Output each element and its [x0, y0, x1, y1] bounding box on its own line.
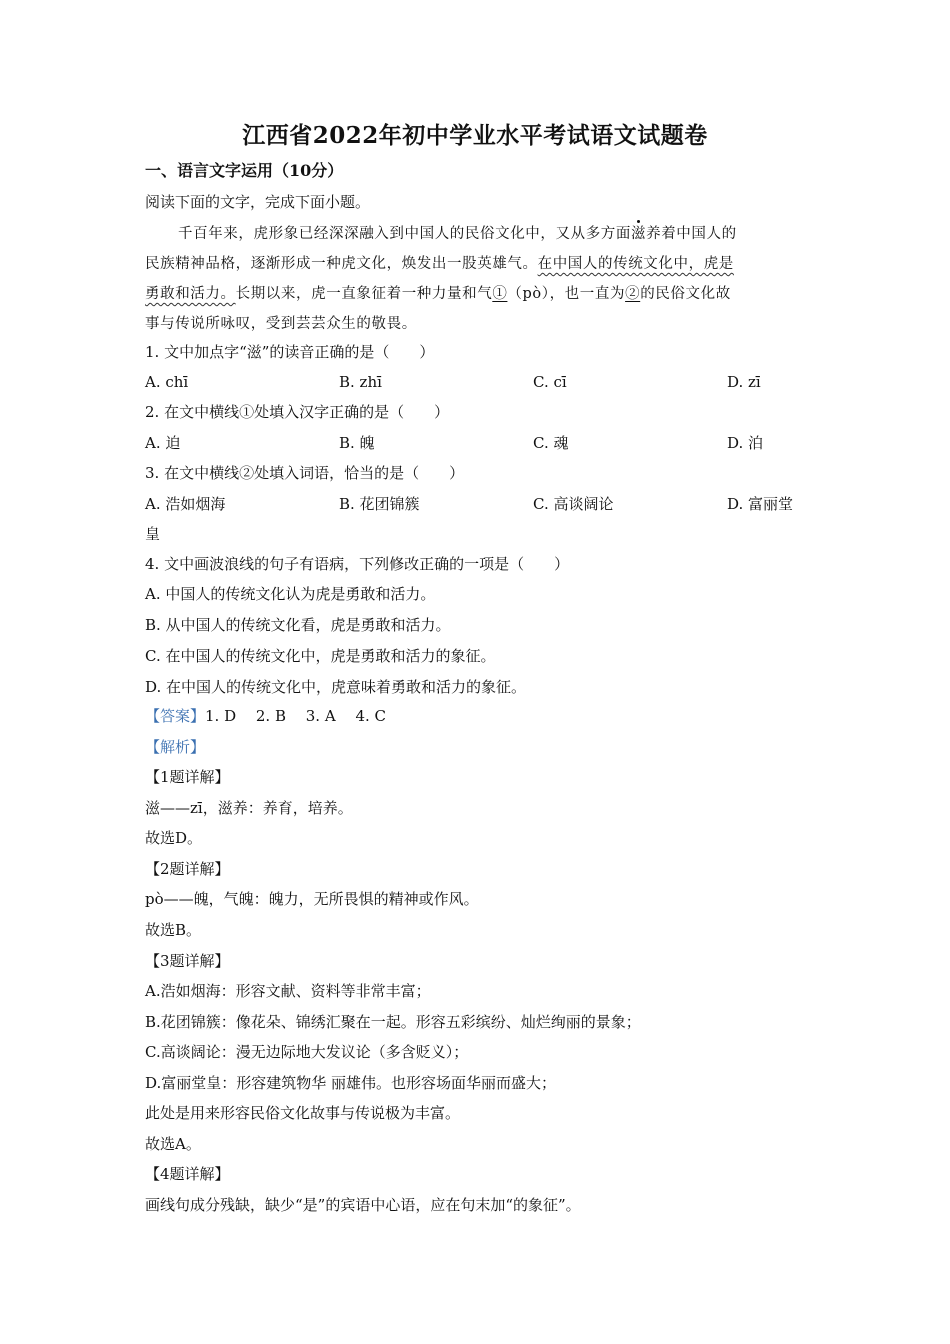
- detail-heading-3: 【3题详解】: [145, 952, 230, 970]
- section-heading: 一、语言文字运用（10分）: [145, 161, 344, 180]
- analysis-label: 【解析】: [145, 738, 206, 756]
- question-1: 1. 文中加点字“滋”的读音正确的是（ ）: [145, 343, 435, 361]
- q3-option-d: D. 富丽堂: [727, 495, 794, 513]
- detail-line: pò——魄，气魄：魄力，无所畏惧的精神或作风。: [145, 890, 479, 908]
- q2-option-d: D. 泊: [727, 434, 764, 452]
- q3-option-d-wrap: 皇: [145, 525, 161, 543]
- blank-2-marker: ②: [625, 286, 641, 302]
- passage-line-2: 民族精神品格，逐渐形成一种虎文化，焕发出一股英雄气。在中国人的传统文化中，虎是: [145, 256, 734, 272]
- q4-option-d: D. 在中国人的传统文化中，虎意味着勇敢和活力的象征。: [145, 678, 527, 696]
- detail-line: 滋——zī，滋养：养育，培养。: [145, 799, 353, 817]
- q3-option-c: C. 高谈阔论: [533, 495, 614, 513]
- passage-line-1: 千百年来，虎形象已经深深融入到中国人的民俗文化中，又从多方面滋养着中国人的: [178, 226, 737, 242]
- q1-option-a: A. chī: [145, 373, 189, 391]
- q3-option-b: B. 花团锦簇: [339, 495, 420, 513]
- instruction: 阅读下面的文字，完成下面小题。: [145, 193, 371, 211]
- detail-line: 画线句成分残缺，缺少“是”的宾语中心语，应在句末加“的象征”。: [145, 1196, 581, 1214]
- q2-option-a: A. 迫: [145, 434, 181, 452]
- q4-option-a: A. 中国人的传统文化认为虎是勇敢和活力。: [145, 585, 436, 603]
- blank-1-marker: ①: [492, 286, 508, 302]
- detail-heading-4: 【4题详解】: [145, 1165, 230, 1183]
- detail-line: A.浩如烟海：形容文献、资料等非常丰富；: [145, 982, 431, 1000]
- exam-title: 江西省2022年初中学业水平考试语文试题卷: [242, 122, 708, 149]
- dotted-char: 滋: [631, 226, 647, 242]
- detail-line: 故选B。: [145, 921, 202, 939]
- detail-line: D.富丽堂皇：形容建筑物华 丽雄伟。也形容场面华丽而盛大；: [145, 1074, 557, 1092]
- answer-line: [145, 706, 386, 726]
- passage-line-4: 事与传说所咏叹，受到芸芸众生的敬畏。: [145, 316, 417, 332]
- detail-line: 故选A。: [145, 1135, 201, 1153]
- q1-option-c: C. cī: [533, 373, 567, 391]
- detail-line: 此处是用来形容民俗文化故事与传说极为丰富。: [145, 1104, 461, 1122]
- question-3: 3. 在文中横线②处填入词语，恰当的是（ ）: [145, 464, 465, 482]
- q2-option-c: C. 魂: [533, 434, 569, 452]
- question-4: 4. 文中画波浪线的句子有语病，下列修改正确的一项是（ ）: [145, 555, 570, 573]
- detail-line: 故选D。: [145, 829, 203, 847]
- detail-heading-2: 【2题详解】: [145, 860, 230, 878]
- q1-option-b: B. zhī: [339, 373, 382, 391]
- q1-option-d: D. zī: [727, 373, 761, 391]
- detail-line: C.高谈阔论：漫无边际地大发议论（多含贬义）；: [145, 1043, 469, 1061]
- q4-option-b: B. 从中国人的传统文化看，虎是勇敢和活力。: [145, 616, 451, 634]
- q3-option-a: A. 浩如烟海: [145, 495, 226, 513]
- answer-text: 1. D 2. B 3. A 4. C: [205, 707, 386, 725]
- question-2: 2. 在文中横线①处填入汉字正确的是（ ）: [145, 403, 450, 421]
- q2-option-b: B. 魄: [339, 434, 375, 452]
- wavy-sentence-part2: 勇敢和活力。: [145, 286, 236, 302]
- detail-heading-1: 【1题详解】: [145, 768, 230, 786]
- wavy-sentence-part1: 在中国人的传统文化中，虎是: [537, 256, 734, 272]
- answer-label: 【答案】: [145, 707, 206, 725]
- passage-line-3: 勇敢和活力。长期以来，虎一直象征着一种力量和气①（pò），也一直为②的民俗文化故: [145, 286, 731, 302]
- detail-line: B.花团锦簇：像花朵、锦绣汇聚在一起。形容五彩缤纷、灿烂绚丽的景象；: [145, 1013, 641, 1031]
- q4-option-c: C. 在中国人的传统文化中，虎是勇敢和活力的象征。: [145, 647, 496, 665]
